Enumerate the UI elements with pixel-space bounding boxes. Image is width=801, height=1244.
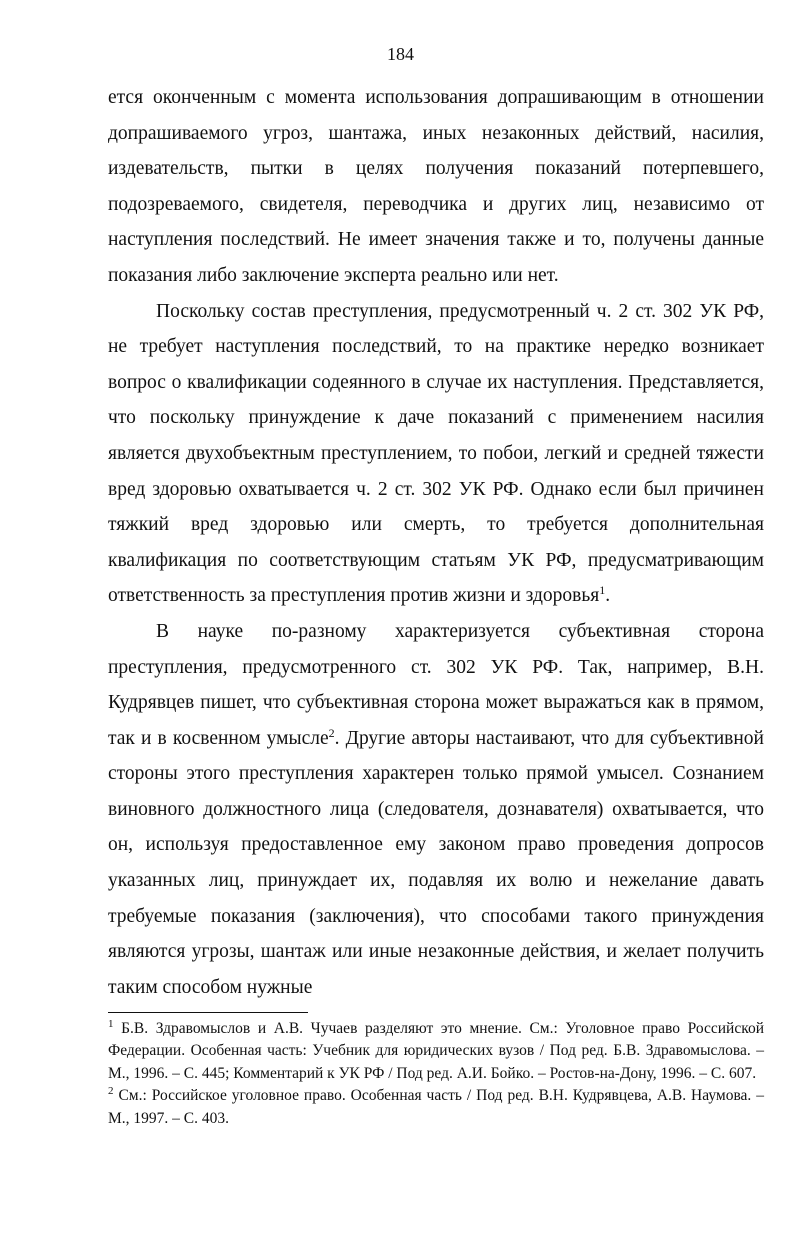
paragraph-3 [108, 614, 764, 1006]
footnote-mark-2: 2 [108, 1085, 114, 1098]
footnote-ref-2[interactable]: 2 [328, 725, 335, 740]
paragraph-3-text-a: В науке по-разному характеризуется субъективная сторона преступления, предусмотренного ст. 302 УК РФ. Так, например, В.Н. Кудрявцев пишет, что субъективная сторона может выражаться как в прямом, так и в косвенном умысле [108, 620, 764, 749]
footnote-2-text: См.: Российское уголовное право. Особенная часть / Под ред. В.Н. Кудрявцева, А.В. Наумова. – М., 1997. – С. 403. [108, 1087, 764, 1127]
paragraph-1: ется оконченным с момента использования допрашивающим в отношении допрашиваемого угроз, шантажа, иных незаконных действий, насилия, издевательств, пытки в целях получения показаний потерпевшего, подозреваемого, свидетеля, переводчика и других лиц, независимо от наступления последствий. Не имеет значения также и то, получены данные показания либо заключение эксперта реально или нет. [108, 87, 764, 286]
footnote-2 [108, 1085, 764, 1130]
paragraph-2 [108, 294, 764, 614]
footnote-separator [108, 1012, 308, 1013]
footnote-1 [108, 1018, 764, 1085]
footnote-ref-1[interactable]: 1 [599, 583, 606, 598]
footnote-mark-1: 1 [108, 1018, 114, 1030]
body-text [108, 80, 764, 1005]
footnotes [108, 1018, 764, 1130]
footnote-1-text: Б.В. Здравомыслов и А.В. Чучаев разделяют это мнение. См.: Уголовное право Российской Федерации. Особенная часть: Учебник для юридических вузов / Под ред. Б.В. Здравомыслова. – М., 1996. – С. 445; Комментарий к УК РФ / Под ред. А.И. Бойко. – Ростов-на-Дону, 1996. – С. 607. [108, 1020, 764, 1082]
paragraph-2-end: . [605, 585, 611, 607]
page-number: 184 [387, 44, 414, 64]
paragraph-3-text-b: . Другие авторы настаивают, что для субъективной стороны этого преступления характерен только прямой умысел. Сознанием виновного должностного лица (следователя, дознавателя) охватывается, что он, используя предоставленное ему законом право проведения допросов указанных лиц, принуждает их, подавляя их волю и нежелание давать требуемые показания (заключения), что способами такого принуждения являются угрозы, шантаж или иные незаконные действия, и желает получить таким способом нужные [108, 727, 764, 998]
paragraph-2-text: Поскольку состав преступления, предусмотренный ч. 2 ст. 302 УК РФ, не требует наступления последствий, то на практике нередко возникает вопрос о квалификации содеянного в случае их наступления. Представляется, что поскольку принуждение к даче показаний с применением насилия является двухобъектным преступлением, то побои, легкий и средней тяжести вред здоровью охватывается ч. 2 ст. 302 УК РФ. Однако если был причинен тяжкий вред здоровью или смерть, то требуется дополнительная квалификация по соответствующим статьям УК РФ, предусматривающим ответственность за преступления против жизни и здоровья [108, 300, 764, 607]
